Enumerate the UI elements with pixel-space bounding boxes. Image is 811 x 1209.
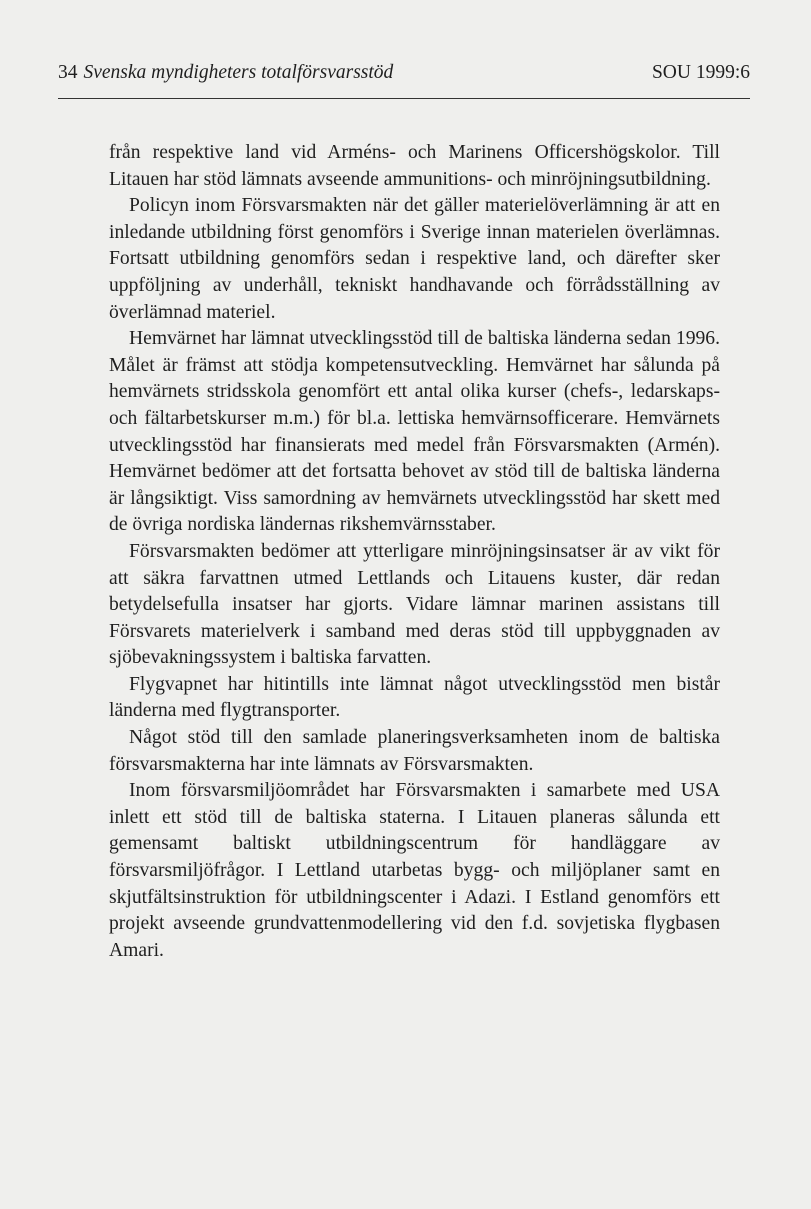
paragraph: Något stöd till den samlade planeringsverksamheten inom de baltiska försvarsmakterna har inte lämnats av Försvarsmakten.: [109, 727, 720, 775]
body-text: [109, 140, 720, 964]
paragraph: Flygvapnet har hitintills inte lämnat något utvecklingsstöd men bistår länderna med flygtransporter.: [109, 673, 720, 722]
paragraph: Försvarsmakten bedömer att ytterligare minröjningsinsatser är av vikt för att säkra farvattnen utmed Lettlands och Litauens kuster, där redan betydelsefulla insatser har gjorts. Vidare lämnar marinen assistans till Försvarets materielverk i samband med deras stöd till uppbyggnaden av sjöbevakningssystem i baltiska farvatten.: [109, 540, 720, 669]
document-id: SOU 1999:6: [651, 62, 750, 83]
paragraph: Inom försvarsmiljöområdet har Försvarsmakten i samarbete med USA inlett ett stöd till de baltiska staterna. I Litauen planeras sålunda ett gemensamt baltiskt utbildningscentrum för handläggare av försvarsmiljöfrågor. I Lettland utarbetas bygg- och miljöplaner samt en skjutfältsinstruktion för utbildningscenter i Adazi. I Estland genomförs ett projekt avseende grundvattenmodellering vid den f.d. sovjetiska flygbasen Amari.: [109, 780, 720, 961]
page-header: [58, 58, 750, 88]
page-number: 34: [58, 62, 78, 83]
running-title: Svenska myndigheters totalförsvarsstöd: [83, 62, 394, 83]
paragraph: Policyn inom Försvarsmakten när det gäller materielöverlämning är att en inledande utbildning först genomförs i Sverige innan materielen överlämnas. Fortsatt utbildning genomförs sedan i respektive land, och därefter sker uppföljning av underhåll, tekniskt handhavande och förrådsställning av överlämnad materiel.: [109, 195, 720, 323]
header-rule: [58, 98, 750, 99]
paragraph: Hemvärnet har lämnat utvecklingsstöd till de baltiska länderna sedan 1996. Målet är främst att stödja kompetensutveckling. Hemvärnet har sålunda på hemvärnets stridsskola genomfört ett antal olika kurser (chefs-, ledarskaps- och fältarbetskurser m.m.) för bl.a. lettiska hemvärnsofficerare. Hemvärnets utvecklingsstöd har finansierats med medel från Försvarsmakten (Armén). Hemvärnet bedömer att det fortsatta behovet av stöd till de baltiska länderna är långsiktigt. Viss samordning av hemvärnets utvecklingsstöd har skett med de övriga nordiska ländernas rikshemvärnsstaber.: [109, 328, 720, 536]
paragraph: från respektive land vid Arméns- och Marinens Officershögskolor. Till Litauen har stöd lämnats avseende ammunitions- och minröjningsutbildning.: [109, 142, 720, 190]
